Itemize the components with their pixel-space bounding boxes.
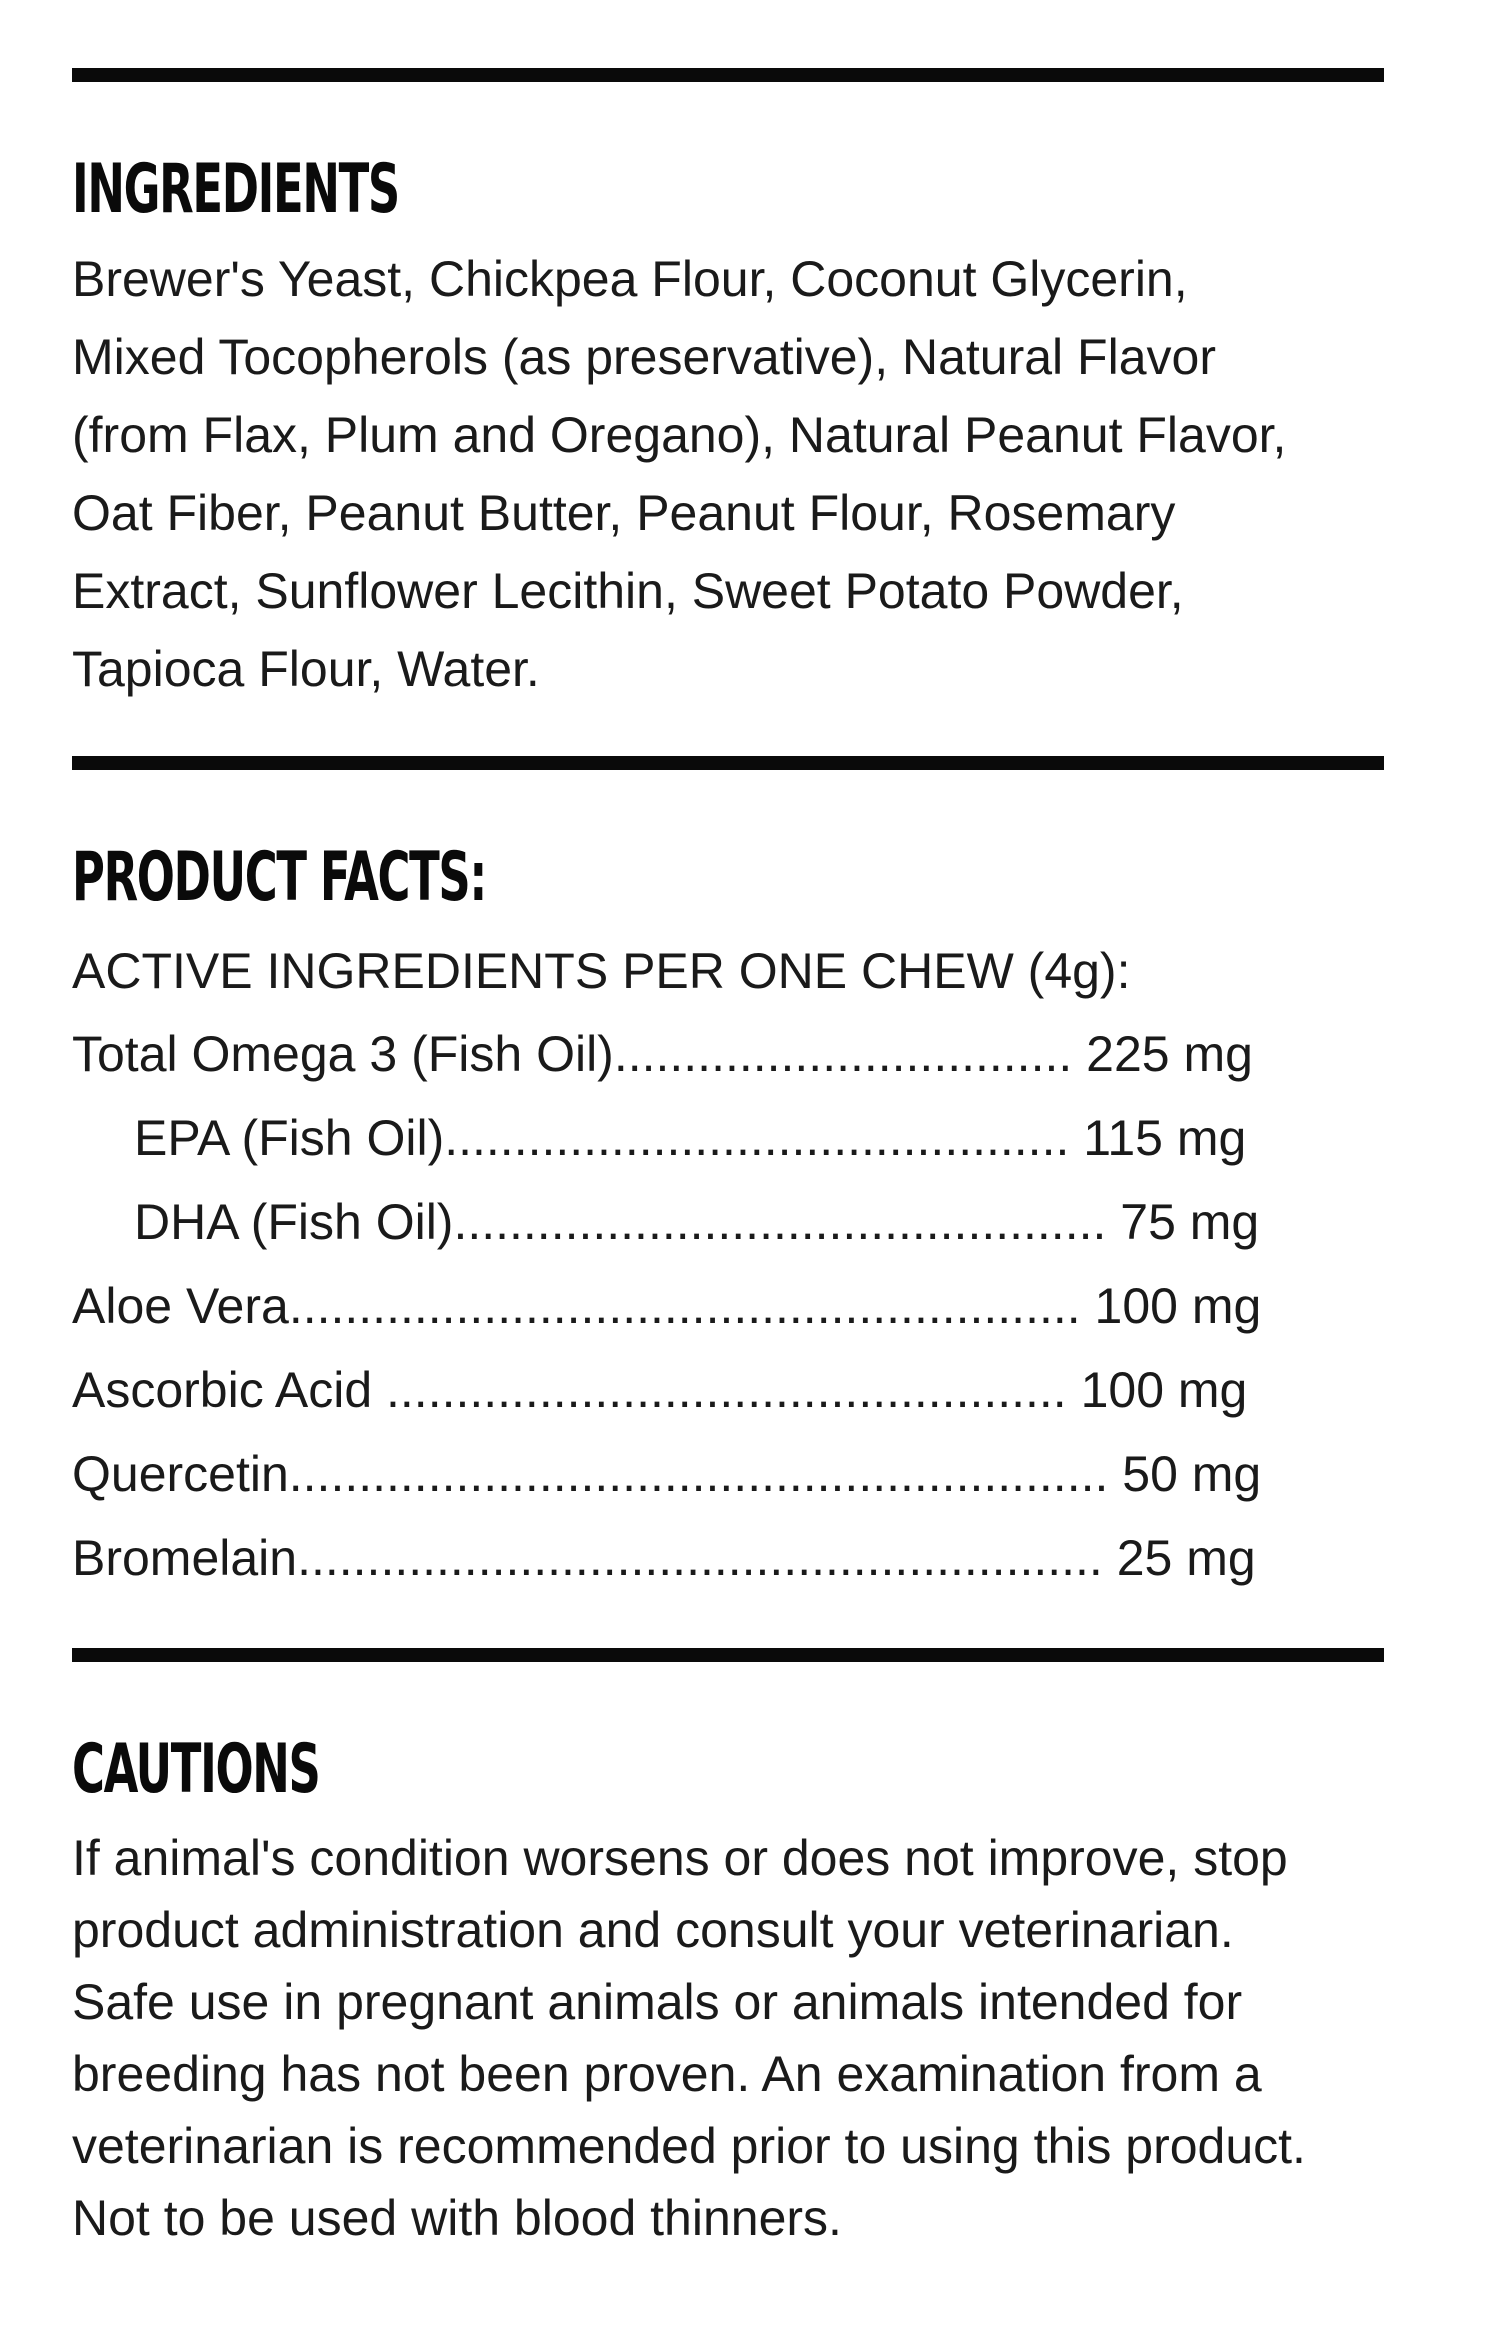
cautions-heading: CAUTIONS: [72, 1730, 320, 1809]
cautions-line: veterinarian is recommended prior to using this product.: [72, 2118, 1306, 2174]
fact-row-epa: EPA (Fish Oil)............................................. 115 mg: [134, 1110, 1247, 1166]
ingredients-line: (from Flax, Plum and Oregano), Natural Peanut Flavor,: [72, 407, 1287, 463]
fact-row-ascorbic-acid: Ascorbic Acid ................................................. 100 mg: [72, 1362, 1248, 1418]
ingredients-list: [72, 240, 1286, 708]
cautions-line: product administration and consult your veterinarian.: [72, 1902, 1234, 1958]
product-facts-heading: PRODUCT FACTS:: [72, 838, 487, 917]
ingredients-line: Tapioca Flour, Water.: [72, 641, 540, 697]
ingredients-line: Brewer's Yeast, Chickpea Flour, Coconut Glycerin,: [72, 251, 1188, 307]
fact-row-total-omega-3: Total Omega 3 (Fish Oil)................................. 225 mg: [72, 1026, 1253, 1082]
cautions-line: Not to be used with blood thinners.: [72, 2190, 842, 2246]
cautions-line: Safe use in pregnant animals or animals intended for: [72, 1974, 1243, 2030]
product-facts-subheading: ACTIVE INGREDIENTS PER ONE CHEW (4g):: [72, 943, 1131, 999]
top-divider: [72, 68, 1384, 82]
ingredients-line: Oat Fiber, Peanut Butter, Peanut Flour, Rosemary: [72, 485, 1176, 541]
fact-row-dha: DHA (Fish Oil)............................................... 75 mg: [134, 1194, 1260, 1250]
fact-row-aloe-vera: Aloe Vera......................................................... 100 mg: [72, 1278, 1262, 1334]
cautions-line: If animal's condition worsens or does not improve, stop: [72, 1830, 1288, 1886]
cautions-text: [72, 1822, 1306, 2254]
ingredients-line: Mixed Tocopherols (as preservative), Natural Flavor: [72, 329, 1216, 385]
cautions-line: breeding has not been proven. An examination from a: [72, 2046, 1262, 2102]
product-facts-list: [72, 1012, 1261, 1600]
section-divider: [72, 756, 1384, 770]
section-divider: [72, 1648, 1384, 1662]
ingredients-heading: INGREDIENTS: [72, 150, 399, 229]
fact-row-bromelain: Bromelain.......................................................... 25 mg: [72, 1530, 1256, 1586]
fact-row-quercetin: Quercetin........................................................... 50 mg: [72, 1446, 1262, 1502]
ingredients-line: Extract, Sunflower Lecithin, Sweet Potato Powder,: [72, 563, 1184, 619]
